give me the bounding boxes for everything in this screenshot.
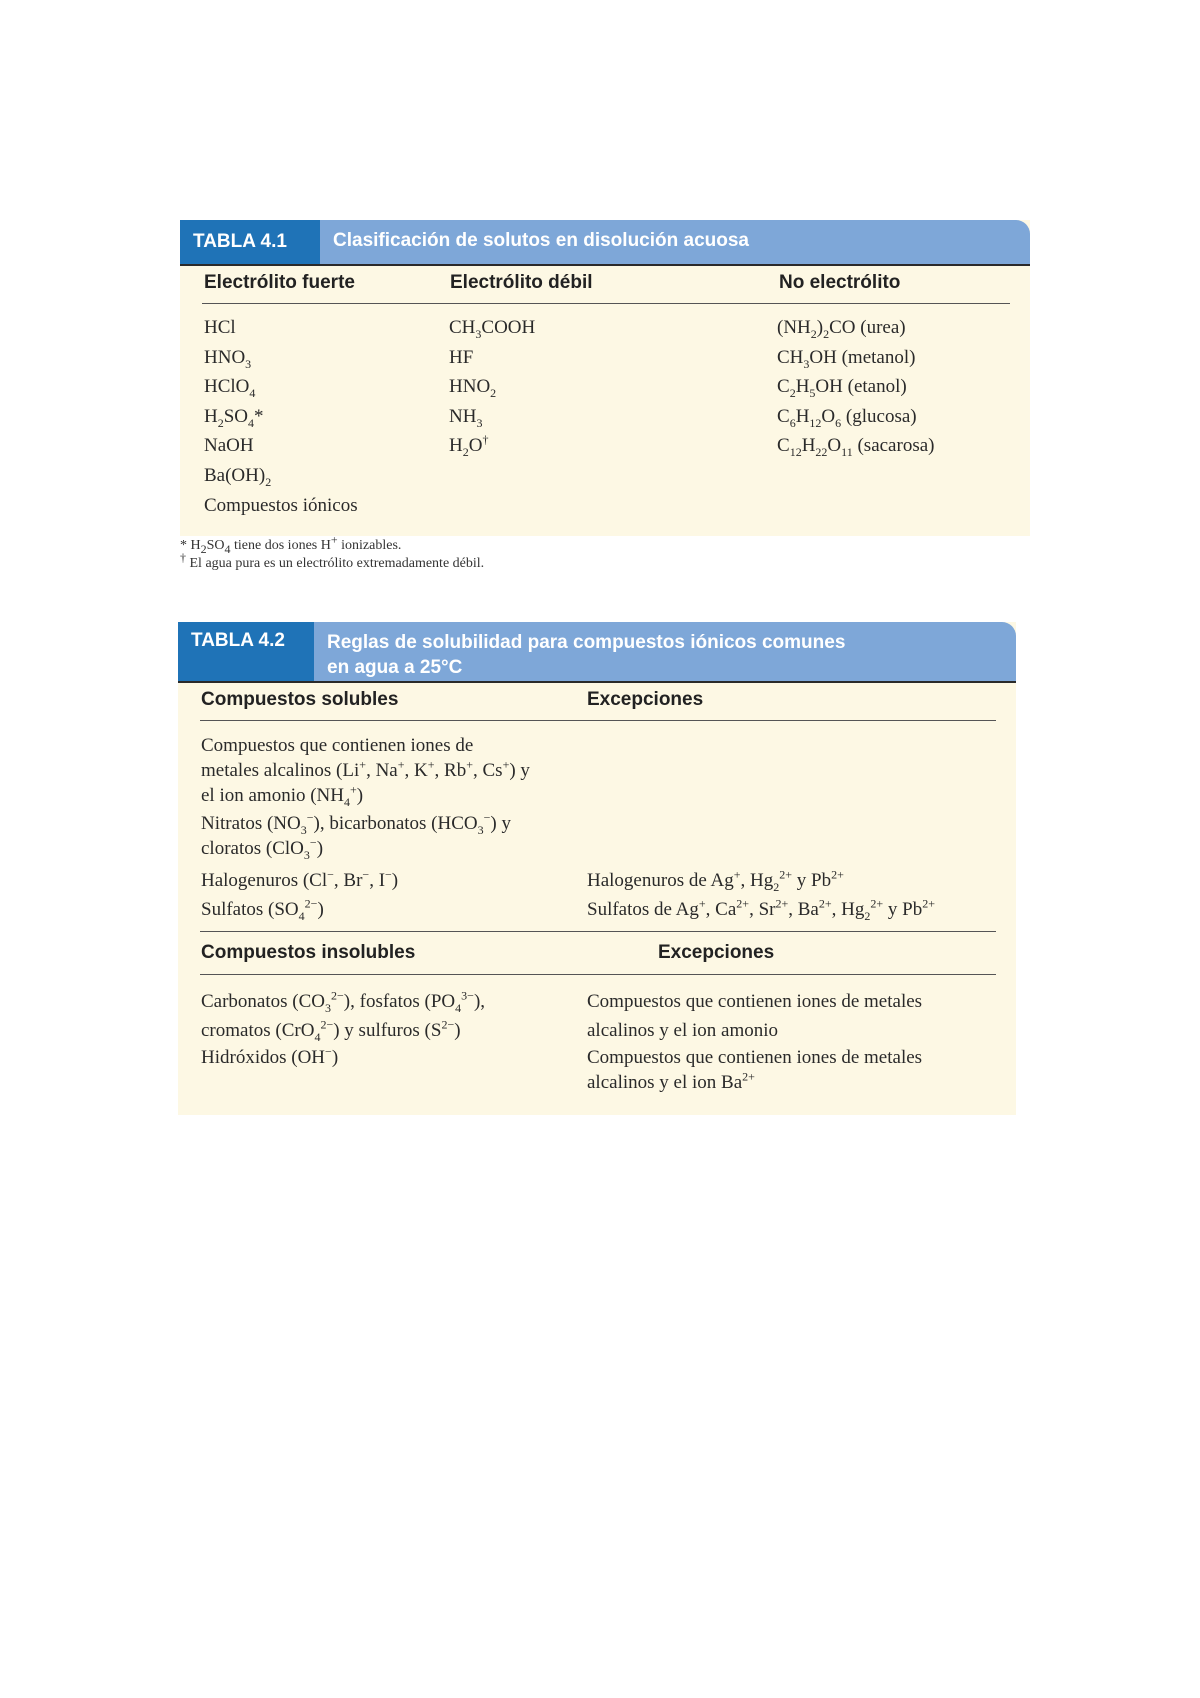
list-item: $Ba(OH)_2$ (204, 465, 272, 489)
list-item: $NH_3$ (449, 406, 483, 430)
table-cell: Compuestos que contienen iones de metales alcalinos y el ion amonio (587, 991, 923, 1041)
col-head-non: No electrólito (779, 272, 901, 293)
table-cell: Nitratos $(NO_3^-)$, bicarbonatos $(HCO_3^-)$ y cloratos (ClO$_3$−) (201, 810, 511, 862)
table-cell: Hidróxidos (OH−) (201, 1044, 339, 1068)
table-number: TABLA 4.2 (178, 622, 314, 681)
table-4-1 (180, 220, 1030, 536)
list-item: $C_{12}H_{22}O_{11}$ (sacarosa) (777, 435, 935, 459)
list-item: $CH_3COOH$ (449, 317, 536, 341)
list-item: HCl (204, 317, 236, 338)
table-number: TABLA 4.1 (180, 220, 320, 264)
header-rule (178, 681, 1016, 683)
list-item: HF (449, 347, 474, 368)
list-item: $C_6H_{12}O_6$ (glucosa) (777, 406, 917, 430)
header-rule (180, 264, 1030, 266)
table-cell: Compuestos que contienen iones de metales alcalinos (Li+, Na+, K+, Rb+, Cs+) y el ion amonio $(NH_4^+)$ (201, 735, 530, 809)
list-item: $(NH_2)_2CO$ (urea) (777, 317, 906, 341)
table-cell: Carbonatos $(CO_3^{2-})$, fosfatos $(PO_4^{3-})$, cromatos (CrO$_4^{2-}$) y sulfuros $(S^{2-})$ (201, 988, 486, 1044)
col-head-rule (200, 974, 996, 975)
list-item: $H_2SO_4*$ (204, 406, 264, 430)
col-head-weak: Electrólito débil (450, 272, 593, 293)
col-head-rule (202, 303, 1010, 304)
list-item: $C_2H_5OH$ (etanol) (777, 376, 907, 400)
list-item: $HNO_3$ (204, 347, 252, 371)
table-title: Clasificación de solutos en disolución acuosa (333, 230, 749, 251)
table-cell: Sulfatos de Ag+, $Ca^{2+}$, $Sr^{2+}$, $Ba^{2+}$, $Hg_2^{2+}$ y $Pb^{2+}$ (587, 896, 936, 923)
col-head-insoluble: Compuestos insolubles (201, 942, 416, 963)
table-title-line: Reglas de solubilidad para compuestos iónicos comunes (327, 632, 846, 653)
table-title-line: en agua a 25°C (327, 657, 463, 678)
col-head-soluble: Compuestos solubles (201, 689, 399, 710)
list-item: NaOH (204, 435, 254, 456)
list-item: $H_2O^\dagger$ (449, 432, 489, 459)
table-cell: Halogenuros (Cl−, Br−, I−) (201, 867, 399, 891)
table-cell: Compuestos que contienen iones de metales alcalinos y el ion $Ba^{2+}$ (587, 1047, 923, 1093)
col-head-rule (200, 720, 996, 721)
section-rule (200, 931, 996, 932)
col-head-strong: Electrólito fuerte (204, 272, 355, 293)
col-head-exceptions: Excepciones (587, 689, 704, 710)
list-item: $CH_3OH$ (metanol) (777, 347, 916, 371)
table-header (178, 622, 1016, 681)
col-head-exceptions: Excepciones (658, 942, 775, 963)
footnote: † El agua pura es un electrólito extremadamente débil. (180, 550, 485, 571)
table-header (180, 220, 1030, 264)
table-cell: Sulfatos $(SO_4^{2-})$ (201, 896, 324, 923)
footnote: * $H_2SO_4$ tiene dos iones H+ ionizables. (180, 532, 402, 556)
table-title (327, 630, 845, 680)
list-item: Compuestos iónicos (204, 495, 358, 516)
list-item: HClO$_4$ (204, 376, 256, 400)
list-item: $HNO_2$ (449, 376, 497, 400)
table-4-2 (178, 622, 1016, 1115)
table-cell: Halogenuros de Ag+, $Hg_2^{2+}$ y $Pb^{2+}$ (587, 867, 844, 894)
